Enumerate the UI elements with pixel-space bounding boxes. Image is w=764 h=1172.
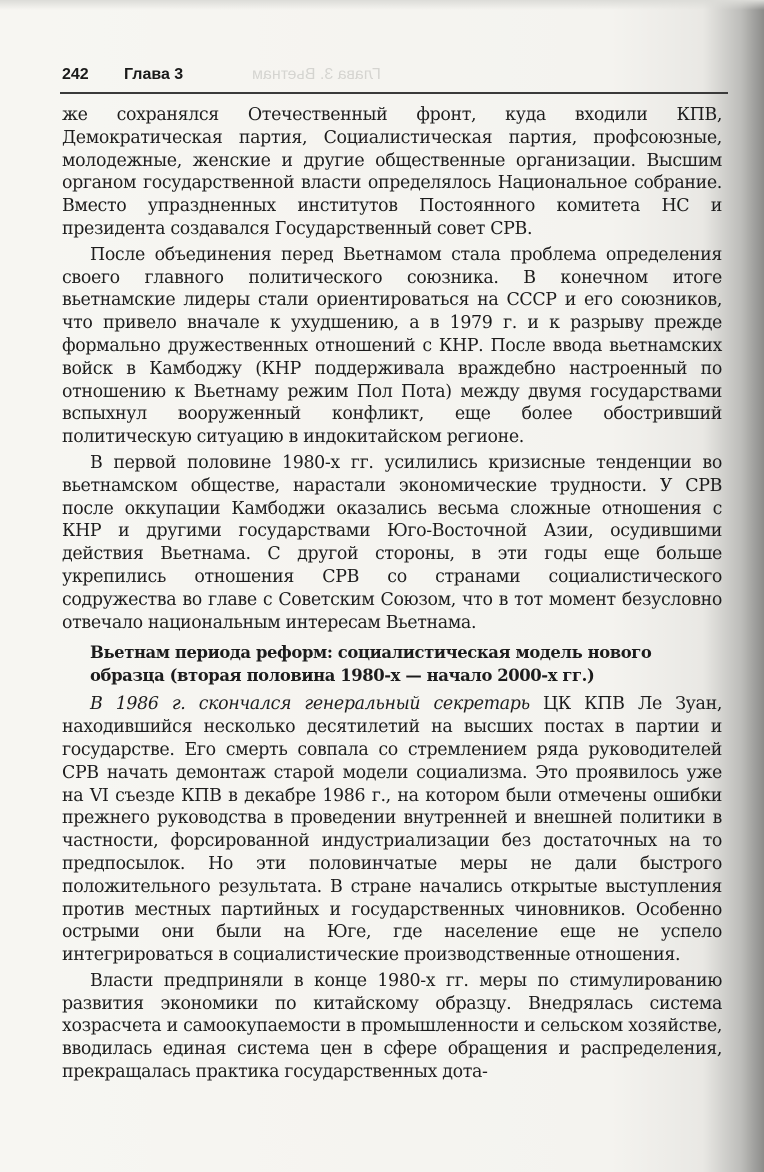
italic-lead: В 1986 г. скончался генеральный секретарь: [90, 694, 530, 715]
paragraph: [62, 693, 722, 967]
running-header: [62, 64, 722, 88]
paragraph: же сохранялся Отечественный фронт, куда входили КПВ, Демократическая партия, Социалистическая партия, профсоюзные, молодежные, женские и другие общественные организации. Высшим органом государственной власти определялось Национальное собрание. Вместо упраздненных институтов Постоянного комитета НС и президента создавался Государственный совет СРВ.: [62, 105, 722, 239]
paragraph-rest: ЦК КПВ Ле Зуан, находившийся несколько десятилетий на высших постах в партии и государстве. Его смерть совпала со стремлением ряда руководителей СРВ начать демонтаж старой модели социализма. Это проявилось уже на VI съезде КПВ в декабре 1986 г., на котором были отмечены ошибки прежнего руководства в проведении внутренней и внешней политики в частности, форсированной индустриализации без достаточных на то предпосылок. Но эти половинчатые меры не дали быстрого положительного результата. В стране начались открытые выступления против местных партийных и государственных чиновников. Особенно острыми они были на Юге, где население еще не успело интегрироваться в социалистические производственные отношения.: [62, 694, 722, 966]
paragraph: В первой половине 1980-х гг. усилились кризисные тенденции во вьетнамском обществе, нарастали экономические трудности. У СРВ после оккупации Камбоджи оказались весьма сложные отношения с КНР и другими государствами Юго-Восточной Азии, осудившими действия Вьетнама. С другой стороны, в эти годы еще больше укрепились отношения СРВ со странами социалистического содружества во главе с Советским Союзом, что в тот момент безусловно отвечало национальным интересам Вьетнама.: [62, 452, 722, 633]
section-heading: Вьетнам периода реформ: социалистическая модель нового образца (вторая половина 1980-х — начало 2000-х гг.): [90, 643, 652, 685]
page-top-shadow: [0, 0, 764, 10]
chapter-title: Глава 3: [124, 66, 184, 83]
paragraph: После объединения перед Вьетнамом стала проблема определения своего главного политического союзника. В конечном итоге вьетнамские лидеры стали ориентироваться на СССР и его союзников, что привело вначале к ухудшению, а в 1979 г. и к разрыву прежде формально дружественных отношений с КНР. После ввода вьетнамских войск в Камбоджу (КНР поддерживала враждебно настроенный по отношению к Вьетнаму режим Пол Пота) между двумя государствами вспыхнул вооруженный конфликт, еще более обостривший политическую ситуацию в индокитайском регионе.: [62, 244, 722, 448]
header-rule: [60, 92, 728, 94]
paragraph: Власти предприняли в конце 1980-х гг. меры по стимулированию развития экономики по китайскому образцу. Внедрялась система хозрасчета и самоокупаемости в промышленности и сельском хозяйстве, вводилась единая система цен в сфере обращения и распределения, прекращалась практика государственных дота-: [62, 970, 722, 1083]
bleed-through-text: Глава 3. Вьетнам: [252, 66, 381, 83]
page-number: 242: [62, 66, 89, 83]
body-text: [62, 104, 722, 1084]
